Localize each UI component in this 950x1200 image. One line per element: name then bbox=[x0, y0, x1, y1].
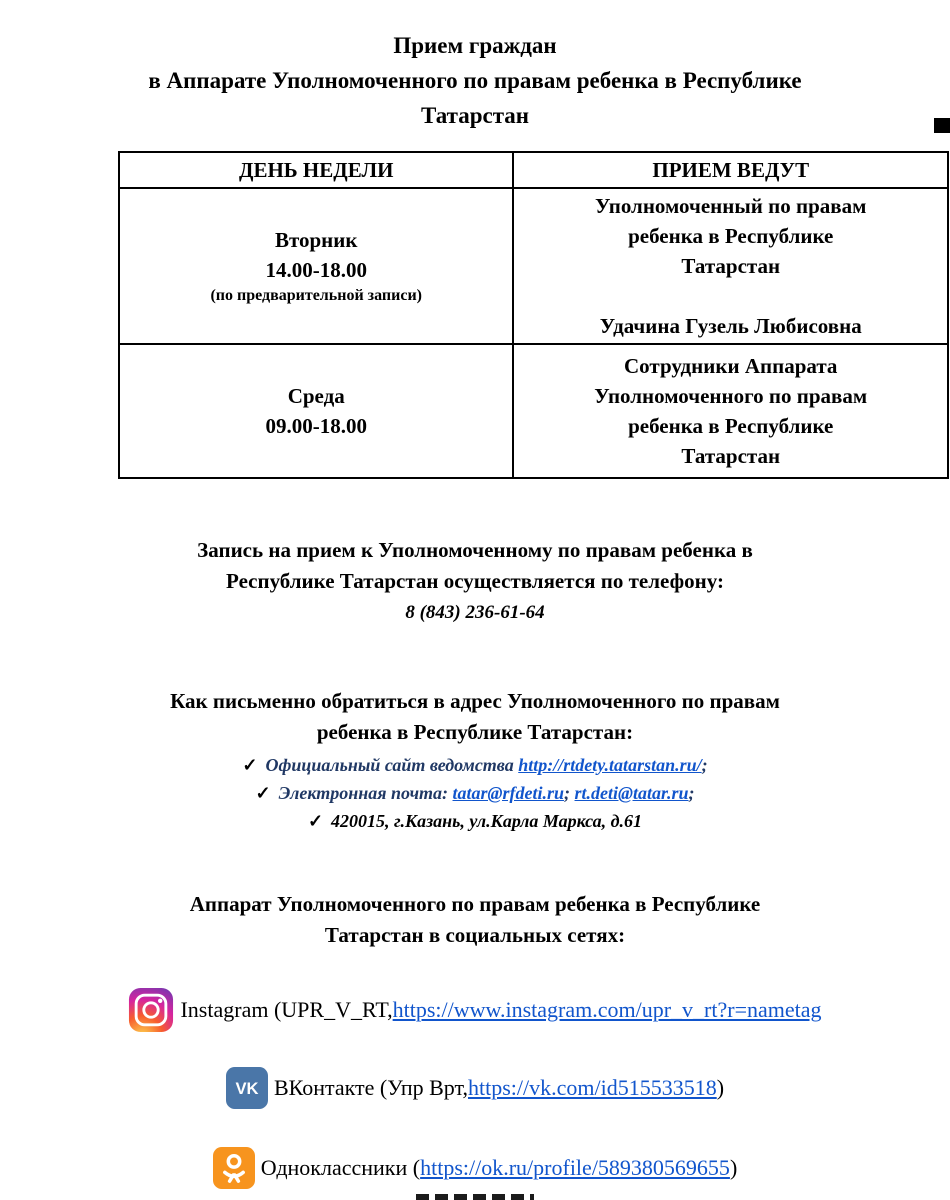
day-note: (по предварительной записи) bbox=[210, 287, 422, 304]
staff-name: Удачина Гузель Любисовна bbox=[599, 314, 862, 338]
social-heading-line: Аппарат Уполномоченного по правам ребенка в Республике bbox=[189, 892, 761, 916]
table-row bbox=[119, 188, 948, 344]
cell-staff-wednesday bbox=[513, 344, 948, 478]
odnoklassniki-row bbox=[0, 1147, 950, 1189]
table-row bbox=[119, 344, 948, 478]
column-header-staff: ПРИЕМ ВЕДУТ bbox=[513, 152, 948, 188]
written-appeal-section bbox=[0, 686, 950, 835]
page-title-line: в Аппарате Уполномоченного по правам ребенка в Республике bbox=[148, 68, 802, 93]
item-punctuation: ; bbox=[564, 783, 575, 803]
email-link-rfdeti[interactable]: tatar@rfdeti.ru bbox=[452, 783, 565, 803]
page-title bbox=[0, 0, 950, 133]
cell-staff-tuesday bbox=[513, 188, 948, 344]
item-label: Официальный сайт ведомства bbox=[265, 755, 519, 775]
cell-day-wednesday bbox=[119, 344, 513, 478]
page-title-line: Татарстан bbox=[420, 103, 530, 128]
item-punctuation: ; bbox=[701, 755, 708, 775]
column-header-day: ДЕНЬ НЕДЕЛИ bbox=[119, 152, 513, 188]
staff-line: ребенка в Республике bbox=[628, 414, 834, 438]
vkontakte-row bbox=[0, 1067, 950, 1109]
table-header-row bbox=[119, 152, 948, 188]
instagram-link[interactable]: https://www.instagram.com/upr_v_rt?r=nametag bbox=[392, 997, 822, 1022]
email-link-tatar[interactable]: rt.deti@tatar.ru bbox=[574, 783, 689, 803]
social-networks-section bbox=[0, 889, 950, 1189]
item-label: Электронная почта: bbox=[278, 783, 453, 803]
odnoklassniki-icon bbox=[213, 1147, 255, 1189]
phone-text-line: Республике Татарстан осуществляется по телефону: bbox=[226, 569, 724, 593]
written-appeal-heading-line: Как письменно обратиться в адрес Уполномоченного по правам bbox=[170, 689, 780, 713]
list-item-email bbox=[0, 779, 950, 807]
vk-icon bbox=[226, 1067, 268, 1109]
day-name: Вторник bbox=[274, 228, 358, 252]
vk-glyph: VK bbox=[235, 1079, 259, 1099]
phone-text-line: Запись на прием к Уполномоченному по правам ребенка в bbox=[197, 538, 753, 562]
phone-number: 8 (843) 236-61-64 bbox=[405, 602, 545, 623]
staff-line: Татарстан bbox=[681, 254, 781, 278]
scrollbar-thumb[interactable] bbox=[934, 118, 950, 133]
staff-line: Уполномоченный по правам bbox=[595, 194, 867, 218]
day-name: Среда bbox=[287, 384, 345, 408]
phone-appointment-section bbox=[0, 535, 950, 626]
check-icon: ✓ bbox=[255, 783, 271, 803]
instagram-row bbox=[0, 987, 950, 1033]
ok-suffix: ) bbox=[729, 1155, 738, 1180]
staff-line: ребенка в Республике bbox=[628, 224, 834, 248]
list-item-postal-address bbox=[0, 807, 950, 835]
reception-schedule-table bbox=[118, 151, 949, 479]
contact-methods-list bbox=[0, 751, 950, 835]
instagram-label: Instagram (UPR_V_RT, bbox=[180, 997, 393, 1022]
written-appeal-heading-line: ребенка в Республике Татарстан: bbox=[316, 720, 634, 744]
page-title-line: Прием граждан bbox=[393, 33, 557, 58]
staff-line: Татарстан bbox=[681, 444, 781, 468]
check-icon: ✓ bbox=[242, 755, 258, 775]
blank-line bbox=[520, 281, 941, 311]
item-punctuation: ; bbox=[688, 783, 695, 803]
staff-line: Уполномоченного по правам bbox=[594, 384, 868, 408]
official-site-link[interactable]: http://rtdety.tatarstan.ru/ bbox=[518, 755, 702, 775]
postal-address: 420015, г.Казань, ул.Карла Маркса, д.61 bbox=[331, 811, 643, 831]
list-item-official-site bbox=[0, 751, 950, 779]
check-icon: ✓ bbox=[307, 811, 324, 831]
day-hours: 09.00-18.00 bbox=[265, 414, 367, 438]
ok-link[interactable]: https://ok.ru/profile/589380569655 bbox=[420, 1155, 730, 1180]
vk-link[interactable]: https://vk.com/id515533518 bbox=[467, 1075, 717, 1100]
cell-day-tuesday bbox=[119, 188, 513, 344]
staff-line: Сотрудники Аппарата bbox=[624, 354, 838, 378]
ok-label: Одноклассники ( bbox=[260, 1155, 421, 1180]
vk-suffix: ) bbox=[716, 1075, 725, 1100]
social-heading-line: Татарстан в социальных сетях: bbox=[324, 923, 626, 947]
clipped-text-fragment bbox=[416, 1194, 534, 1200]
day-hours: 14.00-18.00 bbox=[265, 258, 367, 282]
vk-label: ВКонтакте (Упр Врт, bbox=[273, 1075, 468, 1100]
instagram-icon bbox=[128, 987, 174, 1033]
